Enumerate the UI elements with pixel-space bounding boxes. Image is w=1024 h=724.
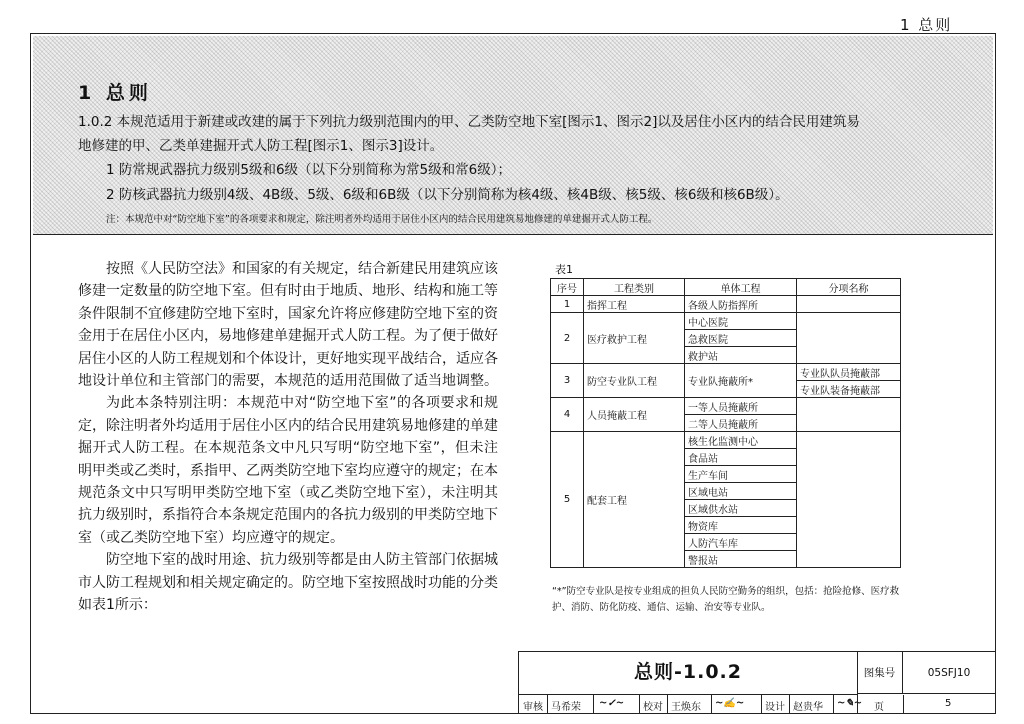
- row-unit: 一等人员掩蔽所: [685, 398, 797, 415]
- row-type: 指挥工程: [584, 296, 685, 313]
- row-unit: 救护站: [685, 347, 797, 364]
- header-item: 分项名称: [797, 279, 901, 296]
- row-unit: 中心医院: [685, 313, 797, 330]
- row-unit: 区域供水站: [685, 500, 797, 517]
- clause-line-1: 1.0.2 本规范适用于新建或改建的属于下列抗力级别范围内的甲、乙类防空地下室[图示1、图示2]以及居住小区内的结合民用建筑易: [78, 114, 860, 130]
- row-no: 5: [551, 432, 584, 568]
- signature-row: [519, 695, 997, 714]
- reviewer-signature: ~✓~: [599, 698, 625, 709]
- drawing-title: 总则-1.0.2: [519, 652, 858, 695]
- table-1: [550, 278, 901, 568]
- row-type: 医疗救护工程: [584, 313, 685, 364]
- clause-line-2: 地修建的甲、乙类单建掘开式人防工程[图示1、图示3]设计。: [78, 138, 444, 154]
- table-header-row: [551, 279, 901, 296]
- checker-name: 王焕东: [671, 702, 701, 713]
- table-row: [551, 398, 901, 415]
- table-row: [551, 313, 901, 330]
- row-no: 3: [551, 364, 584, 398]
- row-item: [797, 313, 901, 364]
- row-unit: 人防汽车库: [685, 534, 797, 551]
- row-unit: 二等人员掩蔽所: [685, 415, 797, 432]
- table-row: [551, 364, 901, 381]
- row-unit: 区域电站: [685, 483, 797, 500]
- row-unit: 食品站: [685, 449, 797, 466]
- row-unit: 警报站: [685, 551, 797, 568]
- row-item: 专业队装备掩蔽部: [797, 381, 901, 398]
- table-note: “*”防空专业队是按专业组成的担负人民防空勤务的组织，包括：抢险抢修、医疗救护、消防、防化防疫、通信、运输、治安等专业队。: [552, 586, 900, 613]
- table-caption: 表1: [555, 263, 573, 276]
- row-type: 人员掩蔽工程: [584, 398, 685, 432]
- row-unit: 急救医院: [685, 330, 797, 347]
- header-unit: 单体工程: [685, 279, 797, 296]
- row-no: 2: [551, 313, 584, 364]
- paragraph-1: 按照《人民防空法》和国家的有关规定，结合新建民用建筑应该修建一定数量的防空地下室。但有时由于地质、地形、结构和施工等条件限制不宜修建防空地下室时，国家允许将应修建防空地下室的资金用于在居住小区内，易地修建单建掘开式人防工程。为了便于做好居住小区的人防工程规划和个体设计，更好地实现平战结合，适应各地设计单位和主管部门的需要，本规范的适用范围做了适当地调整。: [78, 261, 498, 390]
- chapter-header: 1 总则: [900, 16, 953, 34]
- row-type: 配套工程: [584, 432, 685, 568]
- section-title: 1 总则: [78, 82, 152, 104]
- row-unit: 各级人防指挥所: [685, 296, 797, 313]
- clause-item-1: 1 防常规武器抗力级别5级和6级（以下分别简称为常5级和常6级）；: [106, 162, 511, 178]
- header-no: 序号: [551, 279, 584, 296]
- row-item: [797, 398, 901, 432]
- row-unit: 生产车间: [685, 466, 797, 483]
- row-item: [797, 432, 901, 568]
- explanation-text: [78, 258, 498, 617]
- row-unit: 专业队掩蔽所*: [685, 364, 797, 398]
- check-label: 校对: [643, 702, 663, 713]
- row-item: 专业队队员掩蔽部: [797, 364, 901, 381]
- page-number: 5: [945, 698, 952, 709]
- row-unit: 核生化监测中心: [685, 432, 797, 449]
- row-no: 4: [551, 398, 584, 432]
- review-label: 审核: [523, 702, 543, 713]
- designer-signature: ~✎~: [837, 698, 863, 709]
- designer-name: 赵贵华: [793, 702, 823, 713]
- paragraph-2: 为此本条特别注明：本规范中对“防空地下室”的各项要求和规定，除注明者外均适用于居住小区内的结合民用建筑易地修建的单建掘开式人防工程。在本规范条文中凡只写明“防空地下室”，但未注明甲类或乙类时，系指甲、乙两类防空地下室均应遵守的规定；在本规范条文中只写明甲类防空地下室（或乙类防空地下室），未注明其抗力级别时，系指符合本条规定范围内的各抗力级别的甲类防空地下室（或乙类防空地下室）均应遵守的规定。: [78, 395, 498, 546]
- page-label: 页: [874, 702, 884, 713]
- reviewer-name: 马希荣: [551, 702, 581, 713]
- header-type: 工程类别: [584, 279, 685, 296]
- row-item: [797, 296, 901, 313]
- paragraph-3: 防空地下室的战时用途、抗力级别等都是由人防主管部门依据城市人防工程规划和相关规定确定的。防空地下室按照战时功能的分类如表1所示：: [78, 552, 498, 614]
- design-label: 设计: [765, 702, 785, 713]
- title-block: [518, 651, 996, 714]
- atlas-number: 05SFJ10: [903, 652, 995, 694]
- atlas-label: 图集号: [857, 652, 903, 694]
- table-row: [551, 432, 901, 449]
- row-unit: 物资库: [685, 517, 797, 534]
- row-type: 防空专业队工程: [584, 364, 685, 398]
- table-row: [551, 296, 901, 313]
- row-no: 1: [551, 296, 584, 313]
- checker-signature: ~✍~: [715, 698, 745, 709]
- clause-item-2: 2 防核武器抗力级别4级、4B级、5级、6级和6B级（以下分别简称为核4级、核4B级、核5级、核6级和核6B级）。: [106, 187, 789, 203]
- clause-note: 注：本规范中对“防空地下室”的各项要求和规定，除注明者外均适用于居住小区内的结合民用建筑易地修建的单建掘开式人防工程。: [106, 214, 658, 225]
